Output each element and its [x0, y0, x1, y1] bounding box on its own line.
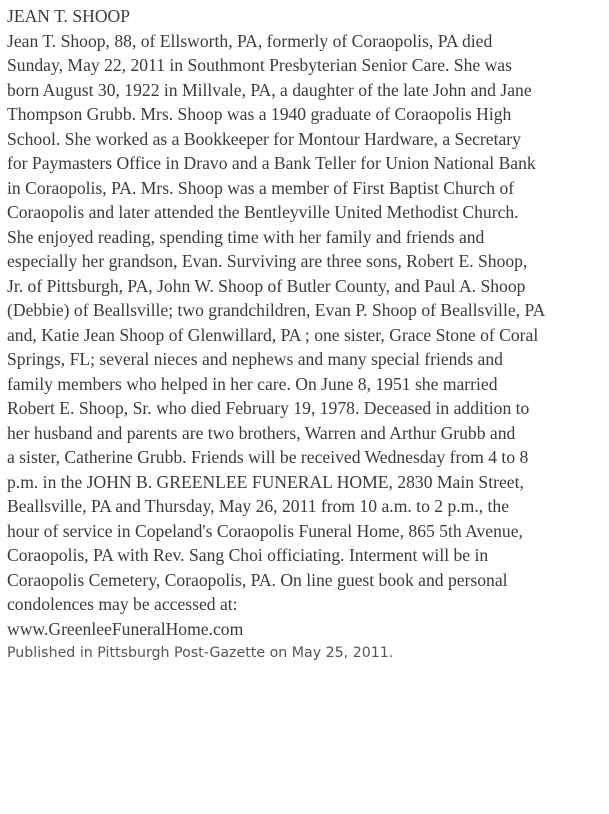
obituary-heading: JEAN T. SHOOP	[7, 6, 131, 26]
obituary-line: family members who helped in her care. On June 8, 1951 she married	[7, 373, 498, 394]
obituary-line: p.m. in the JOHN B. GREENLEE FUNERAL HOME, 2830 Main Street,	[7, 471, 524, 492]
obituary-line: (Debbie) of Beallsville; two grandchildren, Evan P. Shoop of Beallsville, PA	[7, 300, 546, 320]
obituary-line: a sister, Catherine Grubb. Friends will be received Wednesday from 4 to 8	[7, 447, 529, 467]
obituary-line: and, Katie Jean Shoop of Glenwillard, PA ; one sister, Grace Stone of Coral	[7, 324, 539, 345]
publication-note: Published in Pittsburgh Post-Gazette on May 25, 2011.	[7, 645, 394, 661]
obituary-line: for Paymasters Office in Dravo and a Bank Teller for Union National Bank	[7, 153, 536, 173]
obituary-line: Springs, FL; several nieces and nephews and many special friends and	[7, 349, 503, 369]
obituary-line: Jr. of Pittsburgh, PA, John W. Shoop of Butler County, and Paul A. Shoop	[7, 275, 526, 296]
obituary-line: School. She worked as a Bookkeeper for Montour Hardware, a Secretary	[7, 128, 521, 149]
obituary-line: Coraopolis Cemetery, Coraopolis, PA. On line guest book and personal	[7, 569, 508, 590]
obituary-line: hour of service in Copeland's Coraopolis Funeral Home, 865 5th Avenue,	[7, 520, 523, 541]
obituary-line: her husband and parents are two brothers, Warren and Arthur Grubb and	[7, 422, 516, 443]
obituary-line: Sunday, May 22, 2011 in Southmont Presbyterian Senior Care. She was	[7, 55, 512, 75]
obituary-line: born August 30, 1922 in Millvale, PA, a daughter of the late John and Jane	[7, 79, 532, 100]
obituary-line: She enjoyed reading, spending time with her family and friends and	[7, 226, 485, 247]
obituary-line: Beallsville, PA and Thursday, May 26, 2011 from 10 a.m. to 2 p.m., the	[7, 496, 510, 516]
obituary-line: in Coraopolis, PA. Mrs. Shoop was a member of First Baptist Church of	[7, 177, 515, 198]
funeral-home-website: www.GreenleeFuneralHome.com	[7, 618, 244, 639]
obituary-text	[7, 4, 607, 641]
obituary-line: Coraopolis, PA with Rev. Sang Choi officiating. Interment will be in	[7, 545, 489, 565]
obituary-line: Coraopolis and later attended the Bentleyville United Methodist Church.	[7, 202, 519, 222]
obituary-line: especially her grandson, Evan. Surviving are three sons, Robert E. Shoop,	[7, 251, 528, 271]
obituary-line: Thompson Grubb. Mrs. Shoop was a 1940 graduate of Coraopolis High	[7, 104, 512, 124]
obituary-line: Robert E. Shoop, Sr. who died February 19, 1978. Deceased in addition to	[7, 398, 530, 418]
obituary-line: Jean T. Shoop, 88, of Ellsworth, PA, formerly of Coraopolis, PA died	[7, 30, 493, 51]
obituary-line: condolences may be accessed at:	[7, 594, 238, 614]
